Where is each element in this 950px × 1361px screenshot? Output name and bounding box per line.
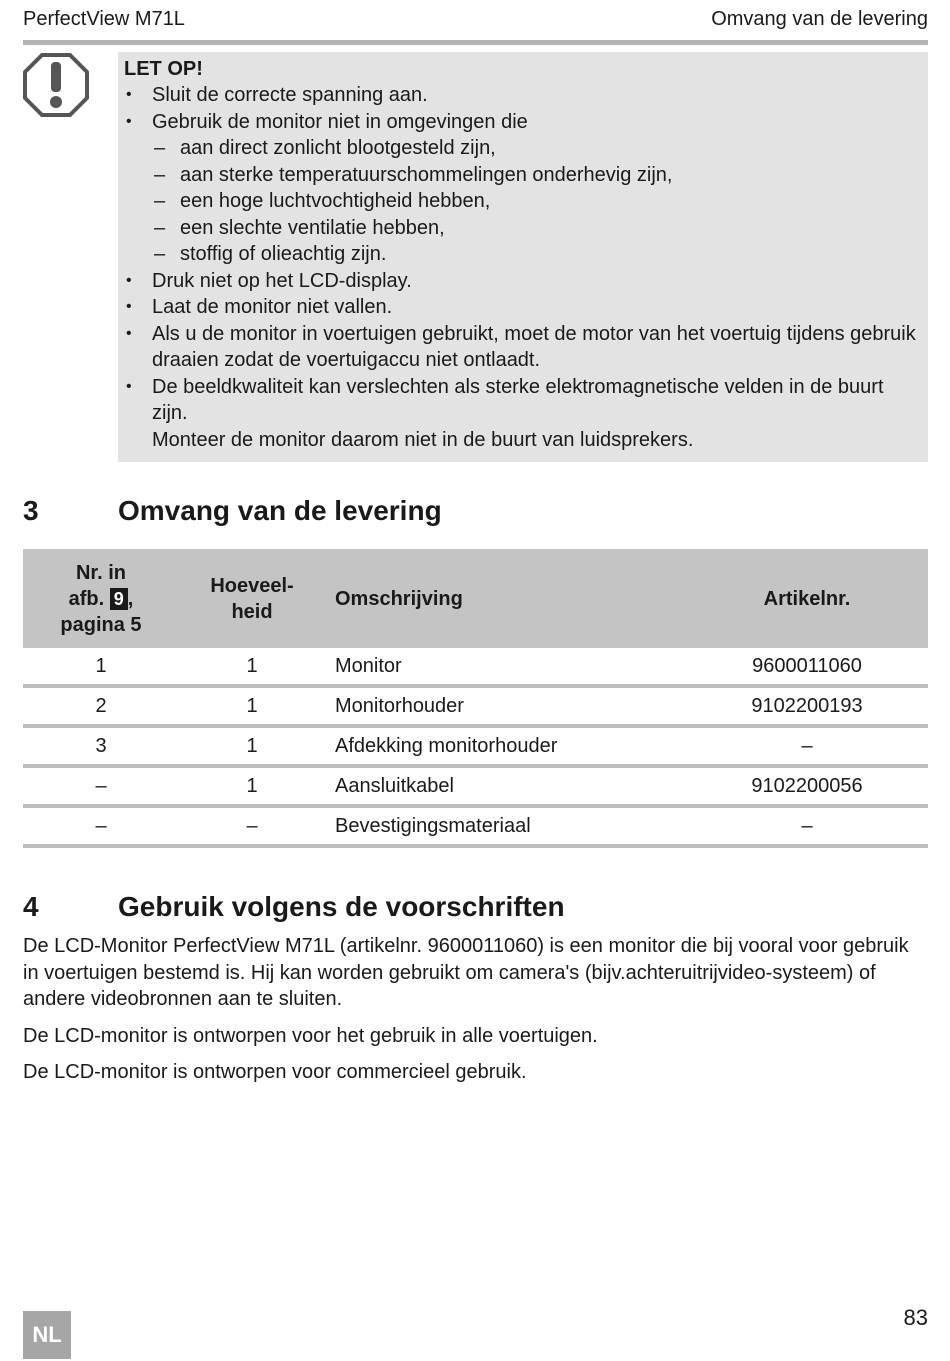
table-row xyxy=(23,766,928,806)
cell-number: – xyxy=(23,806,179,846)
table-row xyxy=(23,806,928,846)
cell-number: 3 xyxy=(23,726,179,766)
paragraph: De LCD-monitor is ontworpen voor het gebruik in alle voertuigen. xyxy=(23,1024,598,1047)
table-header-row xyxy=(23,549,928,648)
section-title: Gebruik volgens de voorschriften xyxy=(118,891,565,922)
cell-article: 9102200193 xyxy=(686,686,928,726)
warning-item: – aan direct zonlicht blootgesteld zijn, xyxy=(124,135,918,162)
cell-description: Afdekking monitorhouder xyxy=(325,726,686,766)
page-number: 83 xyxy=(903,1305,928,1330)
paragraph: De LCD-monitor is ontworpen voor commercieel gebruik. xyxy=(23,1061,527,1083)
cell-description: Monitorhouder xyxy=(325,686,686,726)
language-badge: NL xyxy=(23,1311,71,1359)
cell-quantity: 1 xyxy=(179,766,325,806)
cell-quantity: – xyxy=(179,806,325,846)
warning-item: – een slechte ventilatie hebben, xyxy=(124,215,918,242)
delivery-scope-table xyxy=(23,549,928,848)
cell-number: 1 xyxy=(23,648,179,686)
cell-article: – xyxy=(686,806,928,846)
figure-badge: 9 xyxy=(110,588,128,610)
warning-item: – aan sterke temperatuurschommelingen onderhevig zijn, xyxy=(124,162,918,189)
warning-item: • Als u de monitor in voertuigen gebruikt, moet de motor van het voertuig tijdens gebruik draaien zodat de voertuigaccu niet ontlaadt. xyxy=(124,321,918,374)
cell-quantity: 1 xyxy=(179,686,325,726)
cell-article: 9102200056 xyxy=(686,766,928,806)
table-row xyxy=(23,686,928,726)
cell-quantity: 1 xyxy=(179,726,325,766)
warning-item: – stoffig of olieachtig zijn. xyxy=(124,241,918,268)
chapter-title: Omvang van de levering xyxy=(711,8,928,30)
cell-number: – xyxy=(23,766,179,806)
paragraph: De LCD-Monitor PerfectView M71L (artikelnr. 9600011060) is een monitor die bij vooral voor gebruik in voertuigen bestemd is. Hij kan worden gebruikt om camera's (bijv.achteruitrijvideo-systeem) of andere videobronnen aan te sluiten. xyxy=(23,935,909,1010)
cell-article: – xyxy=(686,726,928,766)
table-row xyxy=(23,726,928,766)
col-header-article: Artikelnr. xyxy=(763,587,851,610)
warning-item: • Sluit de correcte spanning aan. xyxy=(124,82,918,109)
warning-title: LET OP! xyxy=(124,58,203,80)
cell-description: Monitor xyxy=(325,648,686,686)
col-header-number: Nr. in afb. 9 , pagina 5 xyxy=(60,561,142,636)
section-title: Omvang van de levering xyxy=(118,495,442,526)
warning-item: • Laat de monitor niet vallen. xyxy=(124,294,918,321)
warning-list xyxy=(124,82,918,453)
cell-number: 2 xyxy=(23,686,179,726)
table-row xyxy=(23,648,928,686)
warning-item: Monteer de monitor daarom niet in de buurt van luidsprekers. xyxy=(152,428,694,451)
section-number: 3 xyxy=(23,495,39,526)
warning-item: • Gebruik de monitor niet in omgevingen die xyxy=(124,109,918,136)
page-header xyxy=(23,6,928,45)
cell-article: 9600011060 xyxy=(686,648,928,686)
product-name: PerfectView M71L xyxy=(23,8,185,30)
exclamation-octagon-icon xyxy=(22,52,90,118)
warning-item: • Druk niet op het LCD-display. xyxy=(124,268,918,295)
col-header-description: Omschrijving xyxy=(335,587,463,610)
warning-item: – een hoge luchtvochtigheid hebben, xyxy=(124,188,918,215)
section-4-body xyxy=(23,933,923,1096)
cell-description: Bevestigingsmateriaal xyxy=(325,806,686,846)
cell-quantity: 1 xyxy=(179,648,325,686)
cell-description: Aansluitkabel xyxy=(325,766,686,806)
warning-item: • De beeldkwaliteit kan verslechten als sterke elektromagnetische velden in de buurt zijn. xyxy=(124,374,918,427)
section-number: 4 xyxy=(23,891,39,922)
warning-box xyxy=(118,52,928,462)
col-header-quantity: Hoeveel- heid xyxy=(210,574,294,623)
